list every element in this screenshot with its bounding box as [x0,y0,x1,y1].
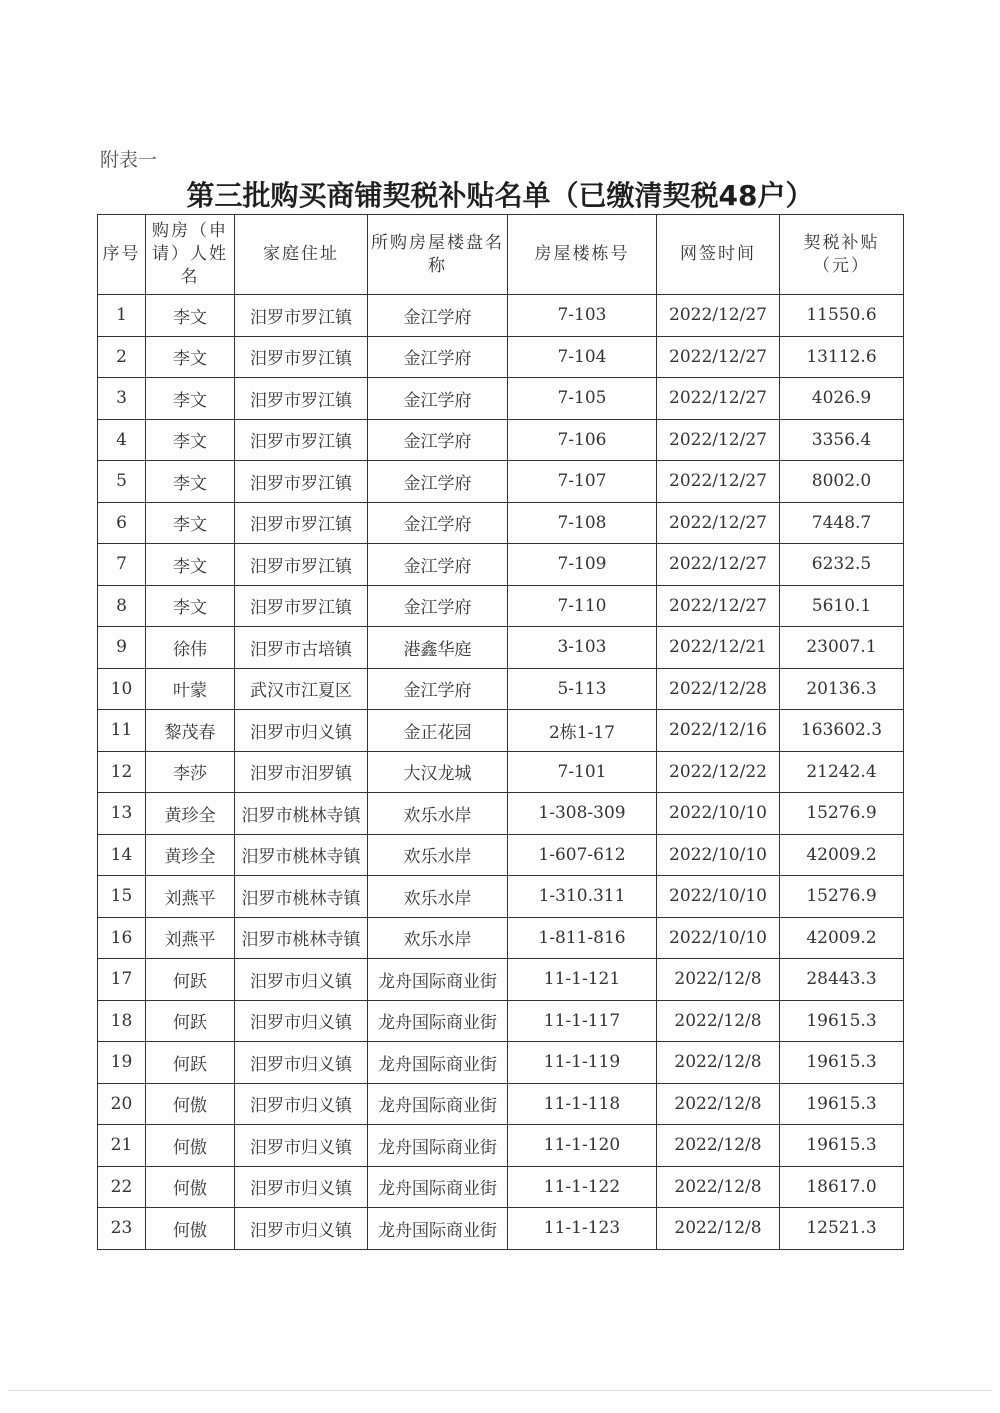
cell-property-project: 金江学府 [368,295,508,337]
cell-building-unit: 3-103 [508,627,657,669]
table-row [98,959,904,1001]
cell-serial: 16 [98,917,146,959]
cell-building-unit: 1-811-816 [508,917,657,959]
table-row [98,1166,904,1208]
cell-subsidy-amount: 21242.4 [780,751,904,793]
cell-serial: 7 [98,544,146,586]
cell-serial: 8 [98,585,146,627]
cell-building-unit: 11-1-121 [508,959,657,1001]
cell-serial: 21 [98,1125,146,1167]
table-row [98,1083,904,1125]
cell-signing-date: 2022/12/28 [657,668,780,710]
cell-applicant-name: 刘燕平 [146,917,235,959]
cell-signing-date: 2022/12/8 [657,1000,780,1042]
cell-property-project: 龙舟国际商业街 [368,1000,508,1042]
table-row [98,917,904,959]
cell-home-address: 汨罗市归义镇 [235,710,368,752]
table-row [98,710,904,752]
cell-building-unit: 7-107 [508,461,657,503]
cell-serial: 3 [98,378,146,420]
table-row [98,502,904,544]
cell-subsidy-amount: 19615.3 [780,1125,904,1167]
cell-property-project: 龙舟国际商业街 [368,1042,508,1084]
cell-building-unit: 7-110 [508,585,657,627]
cell-property-project: 金江学府 [368,585,508,627]
cell-signing-date: 2022/12/16 [657,710,780,752]
cell-applicant-name: 何傲 [146,1208,235,1250]
cell-serial: 19 [98,1042,146,1084]
cell-subsidy-amount: 15276.9 [780,876,904,918]
table-row [98,336,904,378]
cell-serial: 17 [98,959,146,1001]
cell-home-address: 汨罗市归义镇 [235,1166,368,1208]
cell-subsidy-amount: 4026.9 [780,378,904,420]
cell-serial: 2 [98,336,146,378]
cell-property-project: 欢乐水岸 [368,876,508,918]
table-body [98,295,904,1250]
cell-signing-date: 2022/12/22 [657,751,780,793]
cell-home-address: 汨罗市归义镇 [235,959,368,1001]
header-applicant-name: 购房（申请）人姓名 [146,215,235,295]
cell-applicant-name: 何傲 [146,1125,235,1167]
cell-property-project: 大汉龙城 [368,751,508,793]
cell-serial: 15 [98,876,146,918]
table-row [98,1208,904,1250]
cell-property-project: 龙舟国际商业街 [368,1083,508,1125]
cell-serial: 13 [98,793,146,835]
cell-home-address: 汨罗市汨罗镇 [235,751,368,793]
cell-applicant-name: 李文 [146,585,235,627]
cell-applicant-name: 刘燕平 [146,876,235,918]
cell-applicant-name: 李文 [146,336,235,378]
cell-property-project: 龙舟国际商业街 [368,1208,508,1250]
cell-signing-date: 2022/12/8 [657,1125,780,1167]
cell-property-project: 欢乐水岸 [368,917,508,959]
table-row [98,585,904,627]
cell-applicant-name: 李文 [146,295,235,337]
cell-signing-date: 2022/10/10 [657,834,780,876]
cell-applicant-name: 何跃 [146,1042,235,1084]
cell-subsidy-amount: 6232.5 [780,544,904,586]
table-row [98,461,904,503]
table-row [98,751,904,793]
table-row [98,793,904,835]
cell-building-unit: 11-1-122 [508,1166,657,1208]
cell-subsidy-amount: 18617.0 [780,1166,904,1208]
table-row [98,668,904,710]
cell-subsidy-amount: 13112.6 [780,336,904,378]
subsidy-table [97,214,904,1250]
cell-home-address: 汨罗市罗江镇 [235,461,368,503]
cell-building-unit: 7-109 [508,544,657,586]
cell-applicant-name: 何傲 [146,1083,235,1125]
cell-serial: 6 [98,502,146,544]
cell-applicant-name: 叶蒙 [146,668,235,710]
cell-home-address: 汨罗市罗江镇 [235,419,368,461]
cell-building-unit: 7-108 [508,502,657,544]
cell-subsidy-amount: 5610.1 [780,585,904,627]
cell-signing-date: 2022/12/27 [657,336,780,378]
cell-property-project: 金江学府 [368,668,508,710]
cell-building-unit: 11-1-123 [508,1208,657,1250]
cell-serial: 10 [98,668,146,710]
cell-signing-date: 2022/12/27 [657,378,780,420]
cell-subsidy-amount: 28443.3 [780,959,904,1001]
cell-signing-date: 2022/12/27 [657,419,780,461]
cell-home-address: 汨罗市桃林寺镇 [235,876,368,918]
cell-subsidy-amount: 12521.3 [780,1208,904,1250]
cell-property-project: 金江学府 [368,419,508,461]
cell-applicant-name: 何跃 [146,959,235,1001]
header-serial: 序号 [98,215,146,295]
cell-subsidy-amount: 20136.3 [780,668,904,710]
cell-building-unit: 7-104 [508,336,657,378]
cell-signing-date: 2022/12/27 [657,295,780,337]
page-bottom-rule [8,1390,992,1391]
cell-subsidy-amount: 19615.3 [780,1000,904,1042]
cell-serial: 20 [98,1083,146,1125]
cell-building-unit: 11-1-119 [508,1042,657,1084]
cell-home-address: 汨罗市桃林寺镇 [235,917,368,959]
cell-subsidy-amount: 23007.1 [780,627,904,669]
cell-building-unit: 7-103 [508,295,657,337]
header-property-project: 所购房屋楼盘名称 [368,215,508,295]
cell-signing-date: 2022/12/8 [657,1208,780,1250]
cell-applicant-name: 李莎 [146,751,235,793]
table-row [98,544,904,586]
cell-serial: 4 [98,419,146,461]
cell-home-address: 汨罗市罗江镇 [235,378,368,420]
table-row [98,295,904,337]
cell-property-project: 港鑫华庭 [368,627,508,669]
header-building-unit: 房屋楼栋号 [508,215,657,295]
document-title: 第三批购买商铺契税补贴名单（已缴清契税48户） [186,179,814,212]
cell-subsidy-amount: 7448.7 [780,502,904,544]
cell-signing-date: 2022/12/27 [657,585,780,627]
cell-applicant-name: 黄珍全 [146,834,235,876]
header-signing-date: 网签时间 [657,215,780,295]
table-row [98,1000,904,1042]
cell-home-address: 汨罗市罗江镇 [235,502,368,544]
table-row [98,419,904,461]
table-row [98,834,904,876]
table-row [98,627,904,669]
cell-serial: 12 [98,751,146,793]
cell-building-unit: 5-113 [508,668,657,710]
cell-subsidy-amount: 42009.2 [780,917,904,959]
cell-applicant-name: 何傲 [146,1166,235,1208]
cell-signing-date: 2022/12/27 [657,502,780,544]
cell-home-address: 汨罗市归义镇 [235,1000,368,1042]
cell-building-unit: 1-607-612 [508,834,657,876]
cell-serial: 14 [98,834,146,876]
cell-home-address: 汨罗市罗江镇 [235,585,368,627]
cell-home-address: 汨罗市罗江镇 [235,295,368,337]
cell-home-address: 汨罗市归义镇 [235,1083,368,1125]
cell-property-project: 龙舟国际商业街 [368,959,508,1001]
cell-building-unit: 7-106 [508,419,657,461]
cell-serial: 9 [98,627,146,669]
cell-signing-date: 2022/12/8 [657,1042,780,1084]
cell-building-unit: 1-308-309 [508,793,657,835]
cell-home-address: 汨罗市归义镇 [235,1125,368,1167]
table-row [98,876,904,918]
cell-serial: 1 [98,295,146,337]
cell-property-project: 金江学府 [368,378,508,420]
cell-subsidy-amount: 42009.2 [780,834,904,876]
header-home-address: 家庭住址 [235,215,368,295]
cell-subsidy-amount: 8002.0 [780,461,904,503]
cell-signing-date: 2022/12/8 [657,1166,780,1208]
cell-serial: 18 [98,1000,146,1042]
cell-subsidy-amount: 15276.9 [780,793,904,835]
cell-home-address: 武汉市江夏区 [235,668,368,710]
cell-home-address: 汨罗市罗江镇 [235,336,368,378]
cell-applicant-name: 何跃 [146,1000,235,1042]
cell-applicant-name: 李文 [146,502,235,544]
cell-property-project: 欢乐水岸 [368,834,508,876]
cell-applicant-name: 黎茂春 [146,710,235,752]
cell-property-project: 金正花园 [368,710,508,752]
cell-home-address: 汨罗市桃林寺镇 [235,834,368,876]
cell-signing-date: 2022/10/10 [657,793,780,835]
cell-applicant-name: 李文 [146,419,235,461]
cell-applicant-name: 李文 [146,378,235,420]
cell-home-address: 汨罗市归义镇 [235,1042,368,1084]
cell-building-unit: 2栋1-17 [508,710,657,752]
cell-applicant-name: 李文 [146,544,235,586]
cell-property-project: 金江学府 [368,544,508,586]
cell-subsidy-amount: 11550.6 [780,295,904,337]
annex-label: 附表一 [100,149,158,171]
cell-building-unit: 11-1-120 [508,1125,657,1167]
cell-property-project: 金江学府 [368,461,508,503]
cell-property-project: 金江学府 [368,502,508,544]
cell-signing-date: 2022/12/21 [657,627,780,669]
table-header-row [98,215,904,295]
cell-home-address: 汨罗市古培镇 [235,627,368,669]
cell-signing-date: 2022/12/8 [657,959,780,1001]
cell-building-unit: 7-105 [508,378,657,420]
cell-home-address: 汨罗市罗江镇 [235,544,368,586]
header-subsidy-amount: 契税补贴（元） [780,215,904,295]
table-row [98,1125,904,1167]
cell-signing-date: 2022/10/10 [657,917,780,959]
cell-signing-date: 2022/12/8 [657,1083,780,1125]
cell-subsidy-amount: 3356.4 [780,419,904,461]
cell-building-unit: 7-101 [508,751,657,793]
cell-subsidy-amount: 163602.3 [780,710,904,752]
cell-building-unit: 11-1-117 [508,1000,657,1042]
cell-serial: 11 [98,710,146,752]
cell-serial: 5 [98,461,146,503]
cell-serial: 23 [98,1208,146,1250]
cell-property-project: 龙舟国际商业街 [368,1125,508,1167]
cell-signing-date: 2022/12/27 [657,544,780,586]
cell-building-unit: 11-1-118 [508,1083,657,1125]
cell-applicant-name: 李文 [146,461,235,503]
cell-home-address: 汨罗市归义镇 [235,1208,368,1250]
table-row [98,1042,904,1084]
cell-building-unit: 1-310.311 [508,876,657,918]
cell-subsidy-amount: 19615.3 [780,1083,904,1125]
cell-serial: 22 [98,1166,146,1208]
cell-home-address: 汨罗市桃林寺镇 [235,793,368,835]
cell-signing-date: 2022/12/27 [657,461,780,503]
cell-subsidy-amount: 19615.3 [780,1042,904,1084]
cell-property-project: 龙舟国际商业街 [368,1166,508,1208]
cell-property-project: 金江学府 [368,336,508,378]
cell-applicant-name: 徐伟 [146,627,235,669]
cell-property-project: 欢乐水岸 [368,793,508,835]
cell-signing-date: 2022/10/10 [657,876,780,918]
cell-applicant-name: 黄珍全 [146,793,235,835]
table-row [98,378,904,420]
